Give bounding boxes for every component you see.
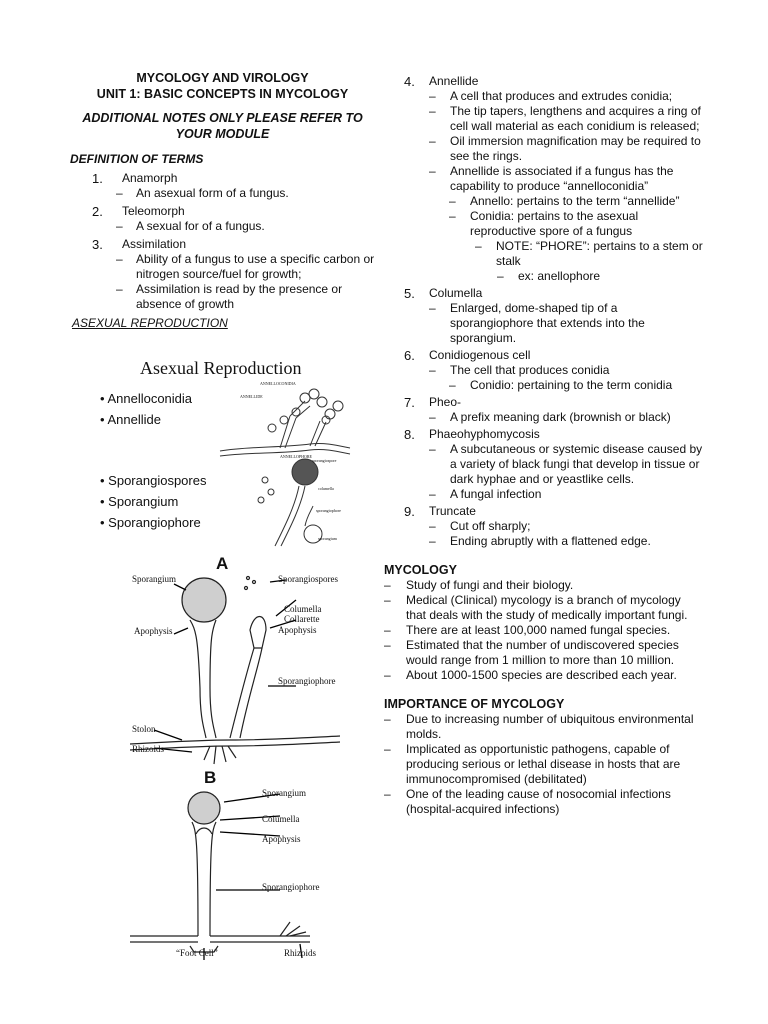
term-desc-text: A sexual for of a fungus.	[136, 219, 265, 233]
mycology-section-item	[384, 593, 704, 623]
term-desc-text: Annellide is associated if a fungus has the capability to produce “annelloconidia”	[450, 164, 674, 193]
mycology-section-text: Estimated that the number of undiscovered species would range from 1 million to more than 10 million.	[406, 638, 679, 667]
term-desc	[116, 219, 375, 234]
term-desc-text: Cut off sharply;	[450, 519, 531, 533]
term-desc	[384, 164, 704, 194]
term-label: Pheo-	[429, 395, 462, 409]
figure-bullets-top	[100, 388, 192, 430]
label-sporangiophore-tiny: sporangiophore	[316, 508, 341, 513]
term-desc	[384, 269, 704, 284]
diagram-a-drawing	[130, 568, 354, 768]
dash-marker: –	[429, 487, 436, 501]
mycology-section-item	[384, 623, 704, 638]
mycology-section-text: About 1000-1500 species are described each year.	[406, 668, 677, 682]
label-a-rhizoids: Rhizoids	[132, 744, 165, 754]
dash-marker: –	[384, 623, 391, 637]
term-item	[384, 427, 704, 442]
label-a-sporangiophore: Sporangiophore	[278, 676, 336, 686]
term-label: Anamorph	[122, 171, 178, 185]
importance-section-item	[384, 712, 704, 742]
term-label: Annellide	[429, 74, 479, 88]
label-b-foot-cell: “Foot Cell”	[176, 948, 218, 958]
term-desc-text: The tip tapers, lengthens and acquires a ring of cell wall material as each conidium is released;	[450, 104, 701, 133]
dash-marker: –	[429, 534, 436, 548]
term-item	[384, 74, 704, 89]
module-note-line2: YOUR MODULE	[175, 127, 270, 141]
term-desc	[116, 252, 375, 282]
importance-section-item	[384, 787, 704, 817]
dash-marker: –	[384, 742, 391, 756]
dash-marker: –	[449, 209, 456, 223]
mycology-section-text: There are at least 100,000 named fungal species.	[406, 623, 671, 637]
figure-title: Asexual Reproduction	[140, 358, 302, 378]
term-desc	[116, 282, 375, 312]
label-sporangium-tiny: sporangium	[318, 536, 337, 541]
term-desc	[384, 519, 704, 534]
figure-bullets-mid	[100, 470, 206, 533]
term-desc	[384, 363, 704, 378]
dash-marker: –	[384, 638, 391, 652]
term-desc-text: Oil immersion magnification may be required to see the rings.	[450, 134, 701, 163]
term-desc-text: Enlarged, dome-shaped tip of a sporangiophore that extends into the sporangium.	[450, 301, 645, 345]
label-sporangiospore-tiny: sporangiospore	[312, 458, 337, 463]
label-a-sporangium: Sporangium	[132, 574, 176, 584]
term-number: 4.	[404, 74, 415, 89]
dash-marker: –	[429, 89, 436, 103]
term-desc-text: An asexual form of a fungus.	[136, 186, 289, 200]
term-desc	[384, 410, 704, 425]
importance-section-text: Implicated as opportunistic pathogens, capable of producing serious or lethal disease in hosts that are immunocompromised (debilitated)	[406, 742, 681, 786]
dash-marker: –	[116, 186, 123, 200]
dash-marker: –	[429, 301, 436, 315]
term-number: 2.	[92, 204, 103, 219]
dash-marker: –	[497, 269, 504, 283]
diagram-a-letter: A	[216, 554, 229, 573]
mycology-section-item	[384, 638, 704, 668]
term-desc-text: Assimilation is read by the presence or absence of growth	[136, 282, 343, 311]
term-teleomorph	[70, 204, 375, 219]
label-b-apophysis: Apophysis	[262, 834, 301, 844]
term-desc-text: Ability of a fungus to use a specific carbon or nitrogen source/fuel for growth;	[136, 252, 375, 281]
dash-marker: –	[449, 378, 456, 392]
term-number: 7.	[404, 395, 415, 410]
mycology-section-heading: MYCOLOGY	[384, 563, 457, 577]
term-desc	[384, 442, 704, 487]
term-assimilation	[70, 237, 375, 252]
term-item	[384, 395, 704, 410]
mycology-section-item	[384, 578, 704, 593]
dash-marker: –	[384, 668, 391, 682]
mycology-section-text: Medical (Clinical) mycology is a branch of mycology that deals with the study of medically important fungi.	[406, 593, 688, 622]
dash-marker: –	[429, 519, 436, 533]
dash-marker: –	[384, 593, 391, 607]
term-desc-text: The cell that produces conidia	[450, 363, 610, 377]
mycology-section-text: Study of fungi and their biology.	[406, 578, 574, 592]
definitions-heading: DEFINITION OF TERMS	[70, 152, 204, 166]
dash-marker: –	[429, 134, 436, 148]
dash-marker: –	[429, 164, 436, 178]
term-desc-text: A subcutaneous or systemic disease caused by a variety of black fungi that develop in tissue or dark hyphae and or yeastlike cells.	[450, 442, 703, 486]
label-b-rhizoids: Rhizoids	[284, 948, 317, 958]
term-desc-text: A fungal infection	[450, 487, 542, 501]
term-desc-text: Conidia: pertains to the asexual reproductive spore of a fungus	[470, 209, 639, 238]
dash-marker: –	[116, 282, 123, 296]
label-annellophore-tiny: ANNELLOPHORE	[280, 454, 312, 459]
dash-marker: –	[429, 104, 436, 118]
term-item	[384, 286, 704, 301]
importance-section-text: One of the leading cause of nosocomial infections (hospital-acquired infections)	[406, 787, 671, 816]
term-label: Phaeohyphomycosis	[429, 427, 540, 441]
module-note	[70, 110, 375, 142]
unit-title: UNIT 1: BASIC CONCEPTS IN MYCOLOGY	[96, 87, 349, 101]
diagram-b-drawing	[130, 786, 354, 962]
term-desc	[384, 239, 704, 269]
term-number: 3.	[92, 237, 103, 252]
label-a-stolon: Stolon	[132, 724, 156, 734]
dash-marker: –	[384, 578, 391, 592]
bullet-sporangium: • Sporangium	[100, 491, 206, 512]
label-a-columella: Columella	[284, 604, 322, 614]
right-column	[384, 72, 704, 817]
term-desc-text: A prefix meaning dark (brownish or black)	[450, 410, 671, 424]
term-anamorph	[70, 171, 375, 186]
mycology-section-item	[384, 668, 704, 683]
dash-marker: –	[429, 410, 436, 424]
bullet-sporangiospores: • Sporangiospores	[100, 470, 206, 491]
term-desc	[384, 89, 704, 104]
term-label: Teleomorph	[122, 204, 185, 218]
module-note-line1: ADDITIONAL NOTES ONLY PLEASE REFER TO	[82, 111, 363, 125]
label-columella-tiny: columella	[318, 486, 334, 491]
term-desc	[384, 487, 704, 502]
term-item	[384, 504, 704, 519]
bullet-annelloconidia: • Annelloconidia	[100, 388, 192, 409]
label-a-sporangiospores: Sporangiospores	[278, 574, 338, 584]
dash-marker: –	[116, 252, 123, 266]
term-label: Conidiogenous cell	[429, 348, 531, 362]
term-number: 9.	[404, 504, 415, 519]
term-desc-text: Ending abruptly with a flattened edge.	[450, 534, 651, 548]
label-a-apophysis-right: Apophysis	[278, 625, 317, 635]
label-a-collarette: Collarette	[284, 614, 320, 624]
label-b-sporangium: Sporangium	[262, 788, 306, 798]
term-desc	[384, 104, 704, 134]
dash-marker: –	[429, 363, 436, 377]
term-desc	[384, 378, 704, 393]
term-desc	[384, 209, 704, 239]
bullet-sporangiophore: • Sporangiophore	[100, 512, 206, 533]
label-annellide-tiny: ANNELLIDE	[240, 394, 263, 399]
importance-section-heading: IMPORTANCE OF MYCOLOGY	[384, 697, 565, 711]
term-number: 5.	[404, 286, 415, 301]
label-b-columella: Columella	[262, 814, 300, 824]
term-desc	[116, 186, 375, 201]
asexual-reproduction-figure	[90, 346, 354, 982]
term-label: Columella	[429, 286, 483, 300]
asexual-reproduction-heading: ASEXUAL REPRODUCTION	[72, 316, 228, 330]
term-desc	[384, 194, 704, 209]
dash-marker: –	[116, 219, 123, 233]
label-b-sporangiophore: Sporangiophore	[262, 882, 320, 892]
term-desc	[384, 301, 704, 346]
course-title: MYCOLOGY AND VIROLOGY	[136, 71, 309, 85]
term-desc-text: A cell that produces and extrudes conidia;	[450, 89, 673, 103]
bullet-annellide: • Annellide	[100, 409, 192, 430]
importance-section-item	[384, 742, 704, 787]
dash-marker: –	[384, 712, 391, 726]
term-label: Assimilation	[122, 237, 187, 251]
term-desc-text: ex: anellophore	[518, 269, 601, 283]
dash-marker: –	[449, 194, 456, 208]
term-number: 6.	[404, 348, 415, 363]
label-a-apophysis-left: Apophysis	[134, 626, 173, 636]
term-desc-text: Annello: pertains to the term “annellide”	[470, 194, 680, 208]
diagram-b-letter: B	[204, 768, 217, 787]
term-desc	[384, 134, 704, 164]
term-item	[384, 348, 704, 363]
term-number: 8.	[404, 427, 415, 442]
dash-marker: –	[429, 442, 436, 456]
left-column	[70, 70, 375, 331]
term-label: Truncate	[429, 504, 476, 518]
term-desc	[384, 534, 704, 549]
term-desc-text: NOTE: “PHORE”: pertains to a stem or stalk	[496, 239, 703, 268]
importance-section-text: Due to increasing number of ubiquitous environmental molds.	[406, 712, 694, 741]
dash-marker: –	[384, 787, 391, 801]
label-annelloconidia-tiny: ANNELLOCONIDIA	[260, 381, 296, 386]
dash-marker: –	[475, 239, 482, 253]
term-desc-text: Conidio: pertaining to the term conidia	[470, 378, 673, 392]
term-number: 1.	[92, 171, 103, 186]
sporangium-small-drawing	[255, 456, 354, 552]
